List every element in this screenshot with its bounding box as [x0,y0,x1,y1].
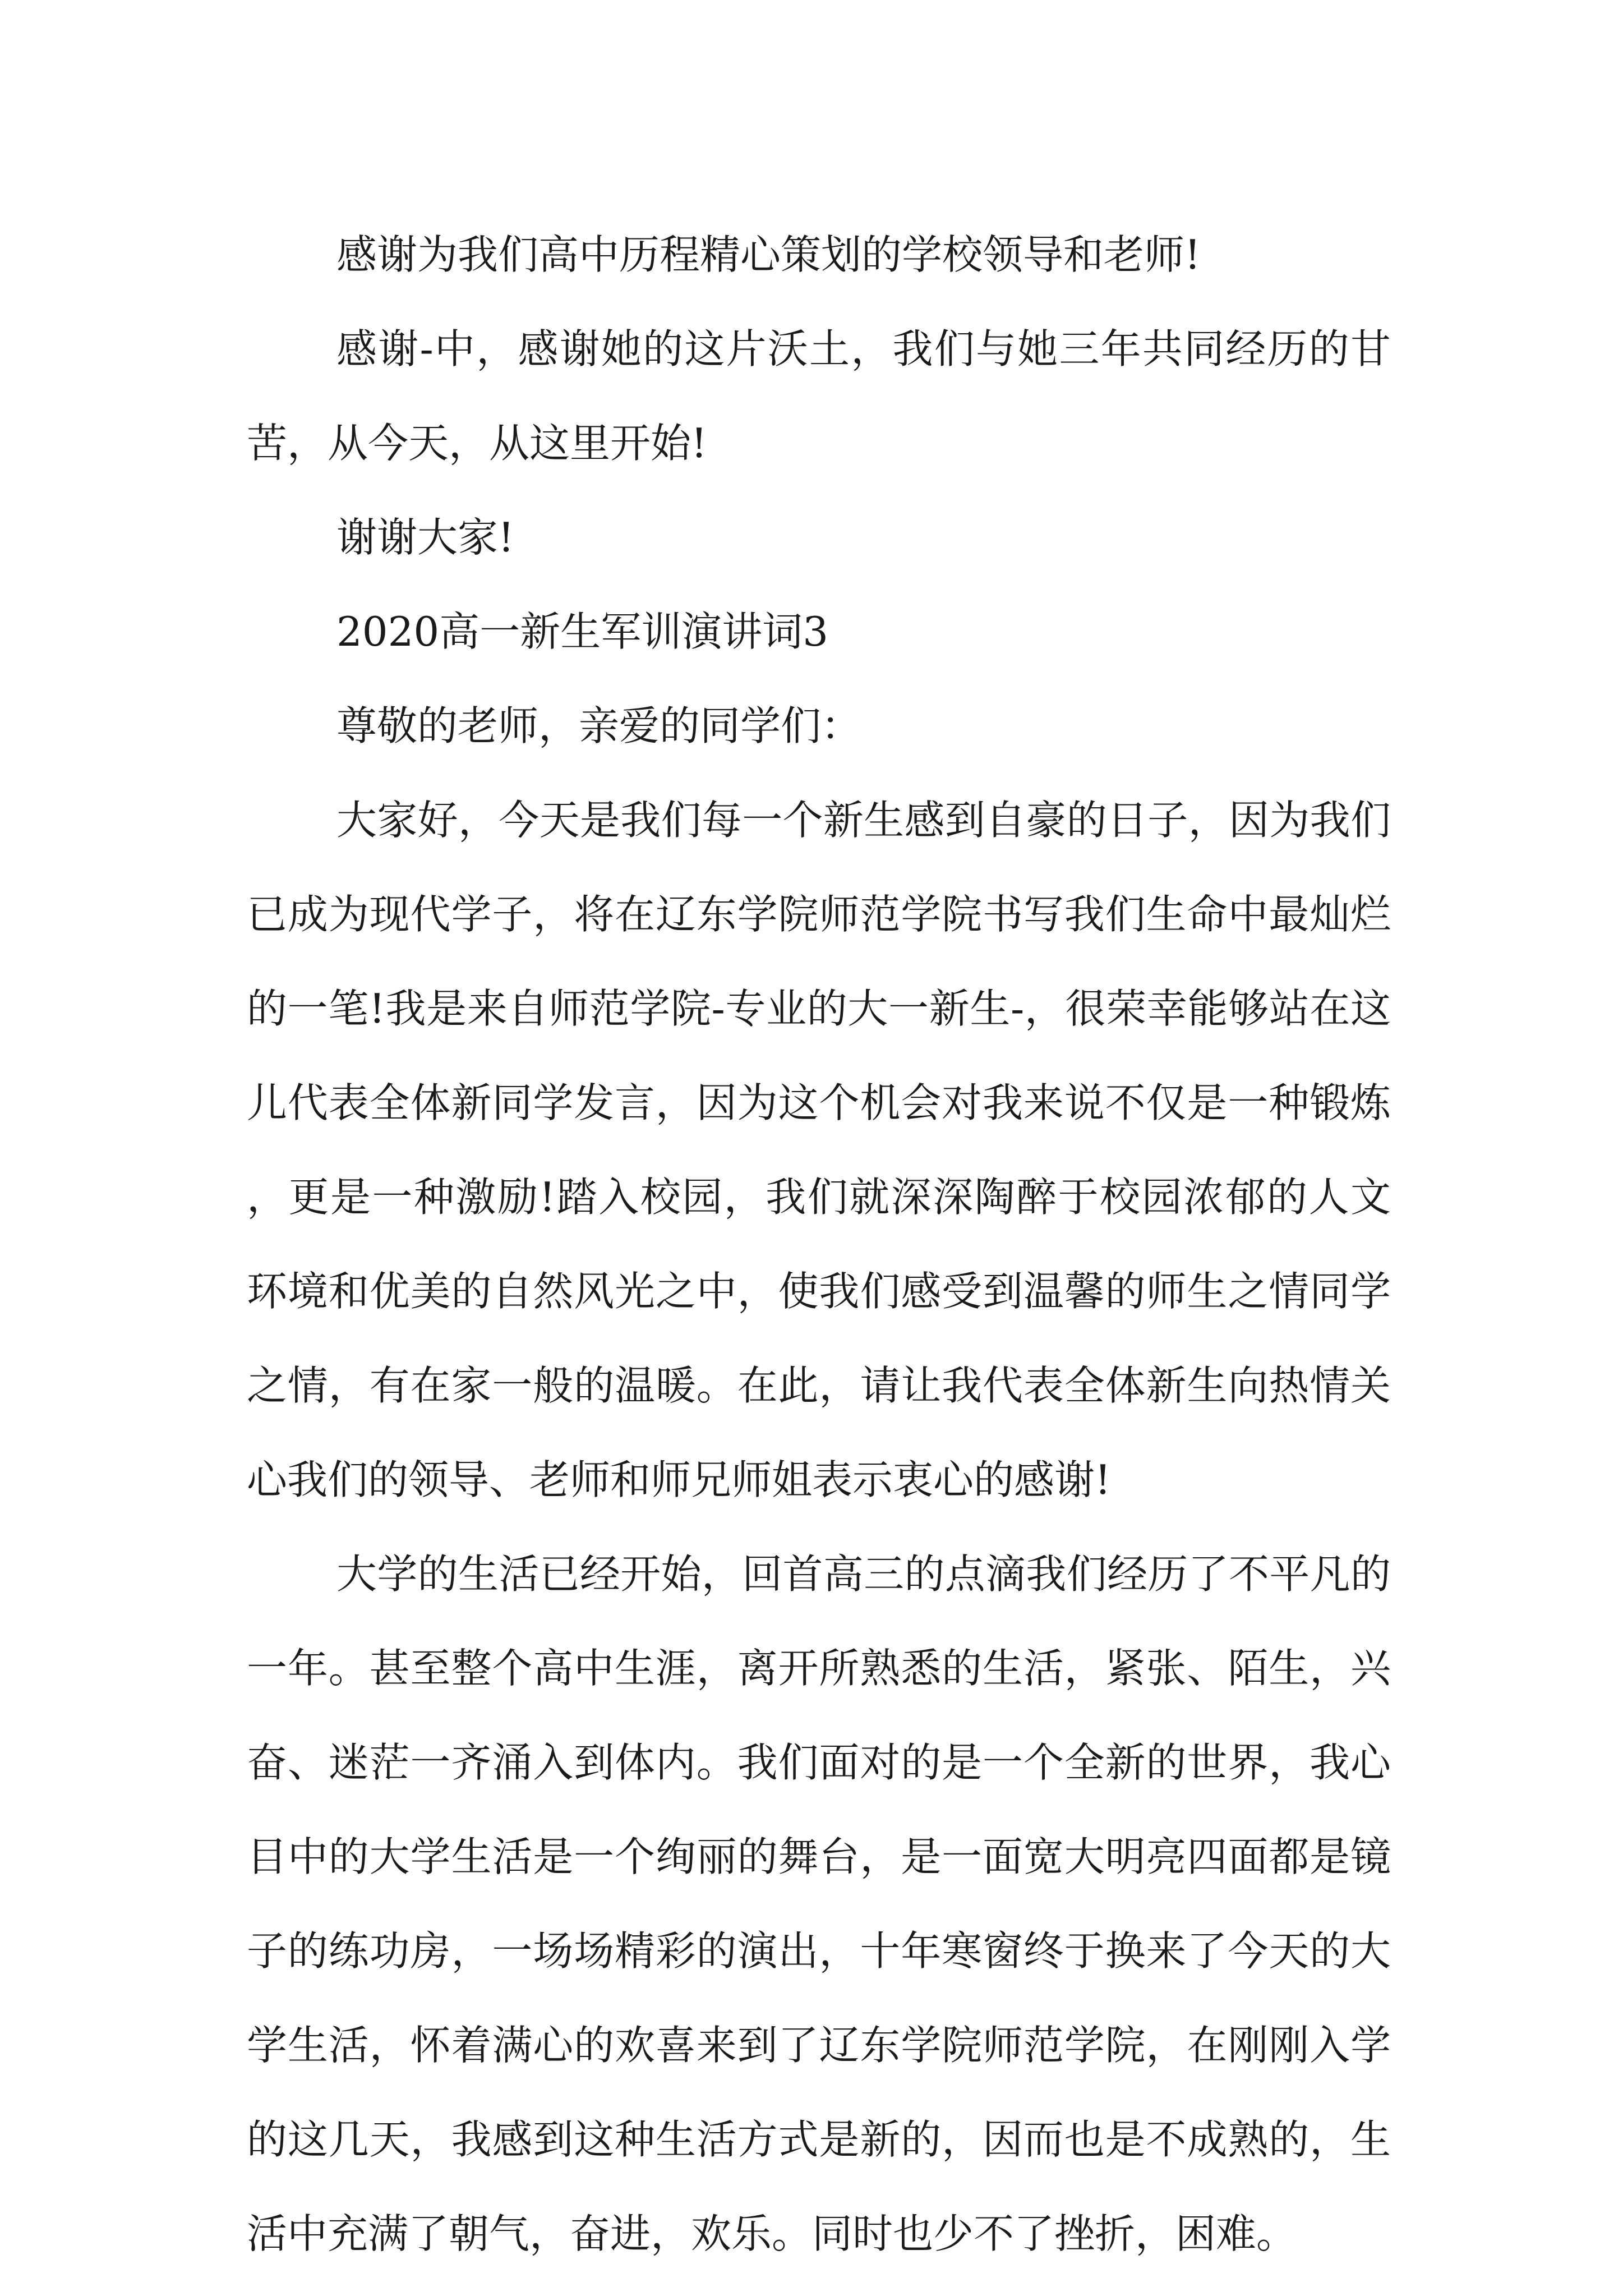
paragraph-thank-you: 谢谢大家! [336,514,514,561]
paragraph-salutation: 尊敬的老师，亲爱的同学们： [336,702,862,749]
paragraph-thanks-school: 感谢-中，感谢她的这片沃土，我们与她三年共同经历的甘苦，从今天，从这里开始! [247,325,1391,467]
paragraph-university-life: 大学的生活已经开始，回首高三的点滴我们经历了不平凡的一年。甚至整个高中生涯，离开所熟悉的生活，紧张、陌生，兴奋、迷茫一齐涌入到体内。我们面对的是一个全新的世界，我心目中的大学生活是一个绚丽的舞台，是一面宽大明亮四面都是镜子的练功房，一场场精彩的演出，十年寒窗终于换来了今天的大学生活，怀着满心的欢喜来到了辽东学院师范学院，在刚刚入学的这几天，我感到这种生活方式是新的，因而也是不成熟的，生活中充满了朝气，奋进，欢乐。同时也少不了挫折，困难。 [247,1550,1391,2257]
paragraph-thanks-leaders: 感谢为我们高中历程精心策划的学校领导和老师! [336,231,1201,278]
paragraph-greeting: 大家好，今天是我们每一个新生感到自豪的日子，因为我们已成为现代学子，将在辽东学院师范学院书写我们生命中最灿烂的一笔!我是来自师范学院-专业的大一新生-，很荣幸能够站在这儿代表全体新同学发言，因为这个机会对我来说不仅是一种锻炼，更是一种激励!踏入校园，我们就深深陶醉于校园浓郁的人文环境和优美的自然风光之中，使我们感受到温馨的师生之情同学之情，有在家一般的温暖。在此，请让我代表全体新生向热情关心我们的领导、老师和师兄师姐表示衷心的感谢! [247,797,1391,1503]
section-heading: 2020高一新生军训演讲词3 [336,608,829,655]
document-page [247,208,1391,2281]
